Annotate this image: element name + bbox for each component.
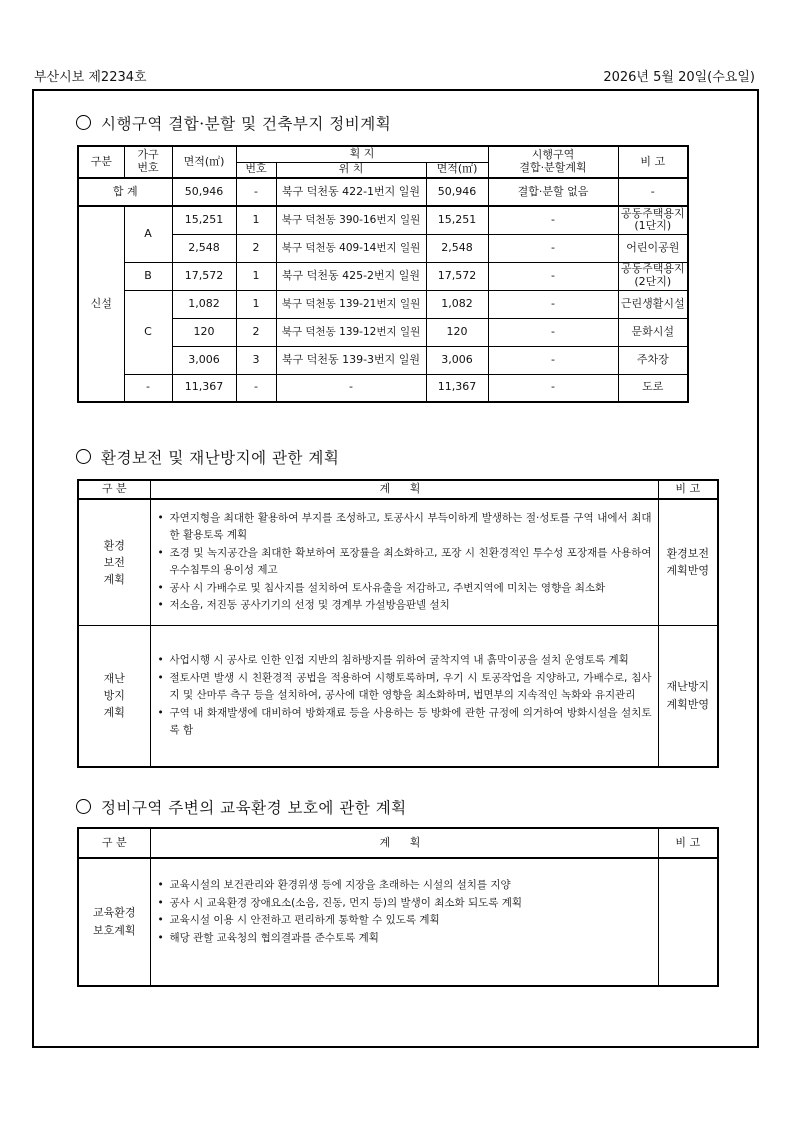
lot-no-cell: 2: [236, 234, 276, 262]
plan-cell: [150, 625, 658, 767]
zone-cell: -: [488, 374, 618, 402]
total-row: [78, 178, 688, 206]
note-cell: 재난방지 계획반영: [658, 625, 718, 767]
note-cell: 도로: [618, 374, 688, 402]
area-cell: 15,251: [172, 206, 236, 234]
lot-area-cell: 11,367: [426, 374, 488, 402]
note-cell: 문화시설: [618, 318, 688, 346]
category-cell: 재난 방지 계획: [78, 625, 150, 767]
table-row: [78, 290, 688, 318]
lot-area-cell: 15,251: [426, 206, 488, 234]
col-area: 면적(㎡): [172, 146, 236, 178]
lot-loc-cell: -: [276, 374, 426, 402]
list-item: • 자연지형을 최대한 활용하여 부지를 조성하고, 토공사시 부득이하게 발생하는 절·성토를 구역 내에서 최대한 활용토록 계획: [155, 510, 652, 545]
block-cell: A: [124, 206, 172, 262]
section1-title: [76, 112, 391, 134]
note-cell: [658, 858, 718, 986]
section2-title-text: 환경보전 및 재난방지에 관한 계획: [101, 449, 340, 467]
note-cell: 공동주택용지 (1단지): [618, 206, 688, 234]
col-plan: 계 획: [150, 480, 658, 499]
lot-area-cell: 2,548: [426, 234, 488, 262]
zone-cell: -: [488, 318, 618, 346]
col-plan: 계 획: [150, 828, 658, 858]
table-row: [78, 499, 718, 625]
block-cell: C: [124, 290, 172, 374]
lot-no-cell: 1: [236, 290, 276, 318]
section3-title: [76, 796, 407, 818]
col-lot-no: 번호: [236, 162, 276, 178]
col-category: 구 분: [78, 828, 150, 858]
category-cell: 교육환경 보호계획: [78, 858, 150, 986]
col-zone: 시행구역 결합·분할계획: [488, 146, 618, 178]
lot-plan-table: [77, 145, 689, 403]
list-item: • 교육시설의 보건관리와 환경위생 등에 지장을 초래하는 시설의 설치를 지양: [155, 877, 652, 895]
col-lot-loc: 위 치: [276, 162, 426, 178]
environment-plan-table: [77, 479, 719, 768]
group-label: 신설: [78, 206, 124, 402]
table-row: [78, 262, 688, 290]
total-label: 합 계: [78, 178, 172, 206]
table-row: [78, 858, 718, 986]
col-note: 비 고: [658, 828, 718, 858]
table-row: [78, 625, 718, 767]
plan-cell: [150, 858, 658, 986]
section2-title: [76, 446, 339, 468]
circle-bullet-icon: [76, 449, 91, 464]
col-category: 구 분: [78, 480, 150, 499]
col-category: 구분: [78, 146, 124, 178]
area-cell: 17,572: [172, 262, 236, 290]
zone-cell: -: [488, 346, 618, 374]
total-note: -: [618, 178, 688, 206]
note-cell: 근린생활시설: [618, 290, 688, 318]
total-lot-area: 50,946: [426, 178, 488, 206]
list-item: • 공사 시 교육환경 장애요소(소음, 진동, 먼지 등)의 발생이 최소화 되도록 계획: [155, 895, 652, 913]
col-lot: 획 지: [236, 146, 488, 162]
bulletin-issue: 부산시보 제2234호: [34, 70, 147, 85]
list-item: • 사업시행 시 공사로 인한 인접 지반의 침하방지를 위하여 굴착지역 내 흙막이공을 설치 운영토록 계획: [155, 652, 652, 670]
category-cell: 환경 보전 계획: [78, 499, 150, 625]
education-plan-table: [77, 827, 719, 987]
lot-loc-cell: 북구 덕천동 139-21번지 일원: [276, 290, 426, 318]
circle-bullet-icon: [76, 799, 91, 814]
lot-no-cell: 1: [236, 262, 276, 290]
list-item: • 해당 관할 교육청의 협의결과를 준수토록 계획: [155, 930, 652, 948]
lot-no-cell: 2: [236, 318, 276, 346]
list-item: • 저소음, 저진동 공사기기의 선정 및 경계부 가설방음판넬 설치: [155, 597, 652, 615]
lot-no-cell: 3: [236, 346, 276, 374]
area-cell: 11,367: [172, 374, 236, 402]
lot-area-cell: 3,006: [426, 346, 488, 374]
total-area: 50,946: [172, 178, 236, 206]
note-cell: 주차장: [618, 346, 688, 374]
zone-cell: -: [488, 290, 618, 318]
area-cell: 3,006: [172, 346, 236, 374]
total-loc: 북구 덕천동 422-1번지 일원: [276, 178, 426, 206]
zone-cell: -: [488, 234, 618, 262]
lot-area-cell: 1,082: [426, 290, 488, 318]
note-cell: 공동주택용지 (2단지): [618, 262, 688, 290]
lot-loc-cell: 북구 덕천동 409-14번지 일원: [276, 234, 426, 262]
table-row: [78, 206, 688, 234]
list-item: • 절토사면 발생 시 친환경적 공법을 적용하여 시행토록하며, 우기 시 토공작업을 지양하고, 가배수로, 침사지 및 산마루 측구 등을 설치하여, 공사에 대한 영향을 최소화하며, 법면부의 지속적인 녹화와 유지관리: [155, 670, 652, 705]
section1-title-text: 시행구역 결합·분할 및 건축부지 정비계획: [101, 115, 392, 133]
area-cell: 1,082: [172, 290, 236, 318]
lot-no-cell: 1: [236, 206, 276, 234]
lot-loc-cell: 북구 덕천동 139-3번지 일원: [276, 346, 426, 374]
table-row: [78, 374, 688, 402]
col-note: 비 고: [658, 480, 718, 499]
list-item: • 교육시설 이용 시 안전하고 편리하게 통학할 수 있도록 계획: [155, 912, 652, 930]
list-item: • 구역 내 화재발생에 대비하여 방화재료 등을 사용하는 등 방화에 관한 규정에 의거하여 방화시설을 설치토록 함: [155, 705, 652, 740]
area-cell: 120: [172, 318, 236, 346]
block-cell: -: [124, 374, 172, 402]
zone-cell: -: [488, 262, 618, 290]
col-lot-area: 면적(㎡): [426, 162, 488, 178]
col-block: 가구 번호: [124, 146, 172, 178]
lot-loc-cell: 북구 덕천동 425-2번지 일원: [276, 262, 426, 290]
block-cell: B: [124, 262, 172, 290]
zone-cell: -: [488, 206, 618, 234]
lot-area-cell: 17,572: [426, 262, 488, 290]
lot-loc-cell: 북구 덕천동 139-12번지 일원: [276, 318, 426, 346]
total-no: -: [236, 178, 276, 206]
plan-cell: [150, 499, 658, 625]
total-zone: 결합·분할 없음: [488, 178, 618, 206]
section3-title-text: 정비구역 주변의 교육환경 보호에 관한 계획: [101, 799, 407, 817]
list-item: • 조경 및 녹지공간을 최대한 확보하여 포장률을 최소화하고, 포장 시 친환경적인 투수성 포장재를 사용하여 우수침투의 용이성 제고: [155, 545, 652, 580]
lot-loc-cell: 북구 덕천동 390-16번지 일원: [276, 206, 426, 234]
lot-no-cell: -: [236, 374, 276, 402]
circle-bullet-icon: [76, 115, 91, 130]
lot-area-cell: 120: [426, 318, 488, 346]
note-cell: 어린이공원: [618, 234, 688, 262]
col-note: 비 고: [618, 146, 688, 178]
note-cell: 환경보전 계획반영: [658, 499, 718, 625]
bulletin-date: 2026년 5월 20일(수요일): [603, 70, 755, 85]
list-item: • 공사 시 가배수로 및 침사지를 설치하여 토사유출을 저감하고, 주변지역에 미치는 영향을 최소화: [155, 580, 652, 598]
area-cell: 2,548: [172, 234, 236, 262]
